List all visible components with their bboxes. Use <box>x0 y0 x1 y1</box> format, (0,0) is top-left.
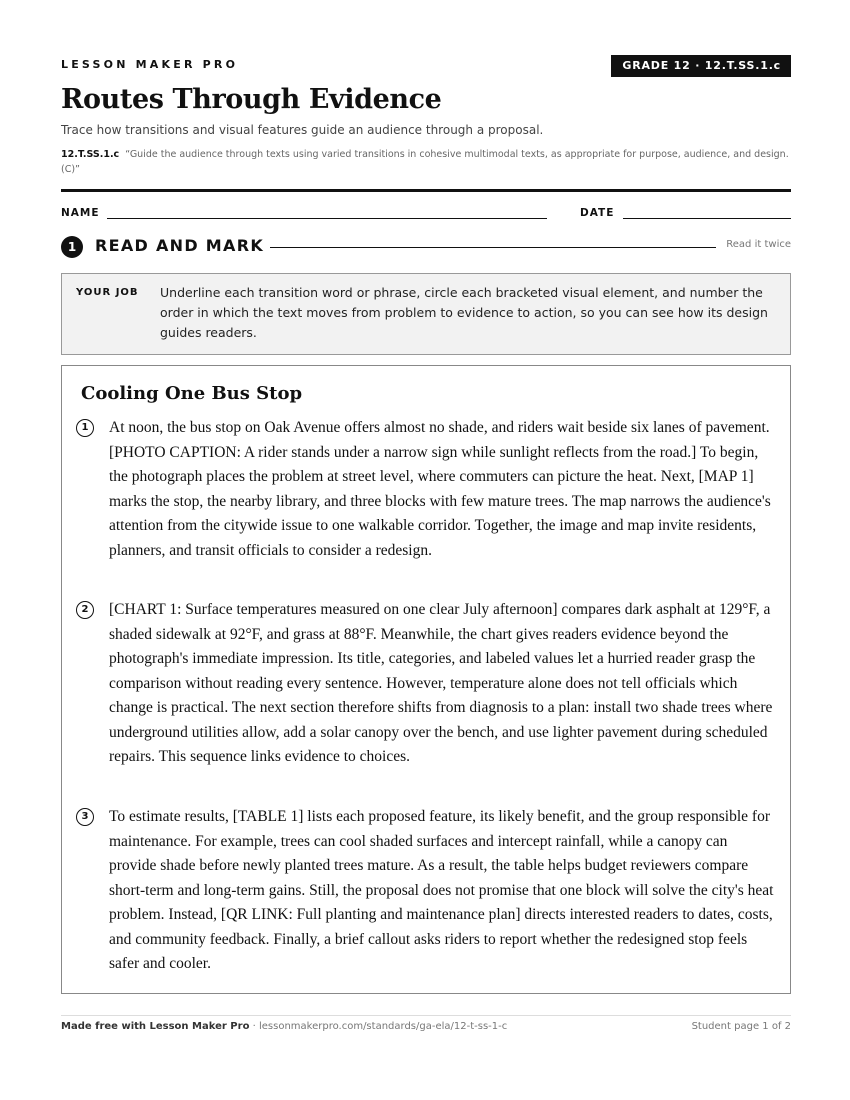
grade-badge: GRADE 12 · 12.T.SS.1.c <box>611 55 791 77</box>
paragraph-text: [CHART 1: Surface temperatures measured on one clear July afternoon] compares dark asphalt at 129°F, a shaded sidewalk at 92°F, and grass at 88°F. Meanwhile, the chart gives readers evidence beyond the photograph's immediate impression. Its title, categories, and labeled values let a hurried reader grasp the comparison without reading every sentence. However, temperature alone does not tell officials which change is practical. The next section therefore shifts from diagnosis to a plan: install two shade trees where underground utilities allow, add a solar canopy over the bench, and use lighter pavement during scheduled repairs. This sequence links evidence to choices. <box>109 601 773 765</box>
header-divider <box>61 189 791 192</box>
section-header <box>61 235 791 259</box>
footer-made-with: Made free with Lesson Maker Pro <box>61 1021 250 1032</box>
standard-statement <box>61 147 791 177</box>
section-number-badge: 1 <box>61 236 83 258</box>
footer-url[interactable]: · lessonmakerpro.com/standards/ga-ela/12-t-ss-1-c <box>249 1021 508 1032</box>
instructions-box <box>61 273 791 355</box>
date-label: DATE <box>580 207 615 219</box>
name-label: NAME <box>61 207 100 219</box>
paragraph-number: 3 <box>76 808 94 826</box>
page-subtitle: Trace how transitions and visual features guide an audience through a proposal. <box>61 123 544 137</box>
instructions-label: YOUR JOB <box>76 287 139 298</box>
name-line[interactable] <box>107 218 547 219</box>
section-title: READ AND MARK <box>95 236 265 255</box>
header <box>61 55 791 79</box>
paragraph-number: 2 <box>76 601 94 619</box>
instructions-text: Underline each transition word or phrase, circle each bracketed visual element, and number the order in which the text moves from problem to evidence to action, so you can see how its design guides readers. <box>160 285 768 340</box>
name-field[interactable] <box>61 205 547 221</box>
paragraph-text: At noon, the bus stop on Oak Avenue offers almost no shade, and riders wait beside six lanes of pavement. [PHOTO CAPTION: A rider stands under a narrow sign while sunlight reflects from the road.] To begin, the photograph places the problem at street level, where commuters can picture the heat. Next, [MAP 1] marks the stop, the nearby library, and three blocks with few mature trees. The map narrows the audience's attention from the citywide issue to one walkable corridor. Together, the image and map invite residents, planners, and transit officials to consider a redesign. <box>109 419 771 559</box>
paragraph-number: 1 <box>76 419 94 437</box>
page-indicator: Student page 1 of 2 <box>691 1021 791 1032</box>
standard-code: 12.T.SS.1.c <box>61 149 120 160</box>
footer-divider <box>61 1015 791 1016</box>
passage-title: Cooling One Bus Stop <box>81 383 303 404</box>
brand-name: LESSON MAKER PRO <box>61 58 239 71</box>
page-title: Routes Through Evidence <box>61 84 442 115</box>
paragraph-text: To estimate results, [TABLE 1] lists each proposed feature, its likely benefit, and the group responsible for maintenance. For example, trees can cool shaded surfaces and intercept rainfall, while a canopy can provide shade before newly planted trees mature. As a result, the table helps budget reviewers compare short-term and long-term gains. Still, the proposal does not promise that one block will solve the city's heat problem. Instead, [QR LINK: Full planting and maintenance plan] directs interested readers to dates, costs, and community feedback. Finally, a brief callout asks riders to report whether the redesigned stop feels safer and cooler. <box>109 808 774 972</box>
section-hint: Read it twice <box>726 239 791 250</box>
date-line[interactable] <box>623 218 791 219</box>
standard-text: “Guide the audience through texts using varied transitions in cohesive multimodal texts, as appropriate for purpose, audience, and design. (C)” <box>61 149 789 175</box>
reading-passage <box>61 365 791 994</box>
date-field[interactable] <box>580 205 791 221</box>
section-rule <box>270 247 716 248</box>
footer-credit <box>61 1021 507 1032</box>
